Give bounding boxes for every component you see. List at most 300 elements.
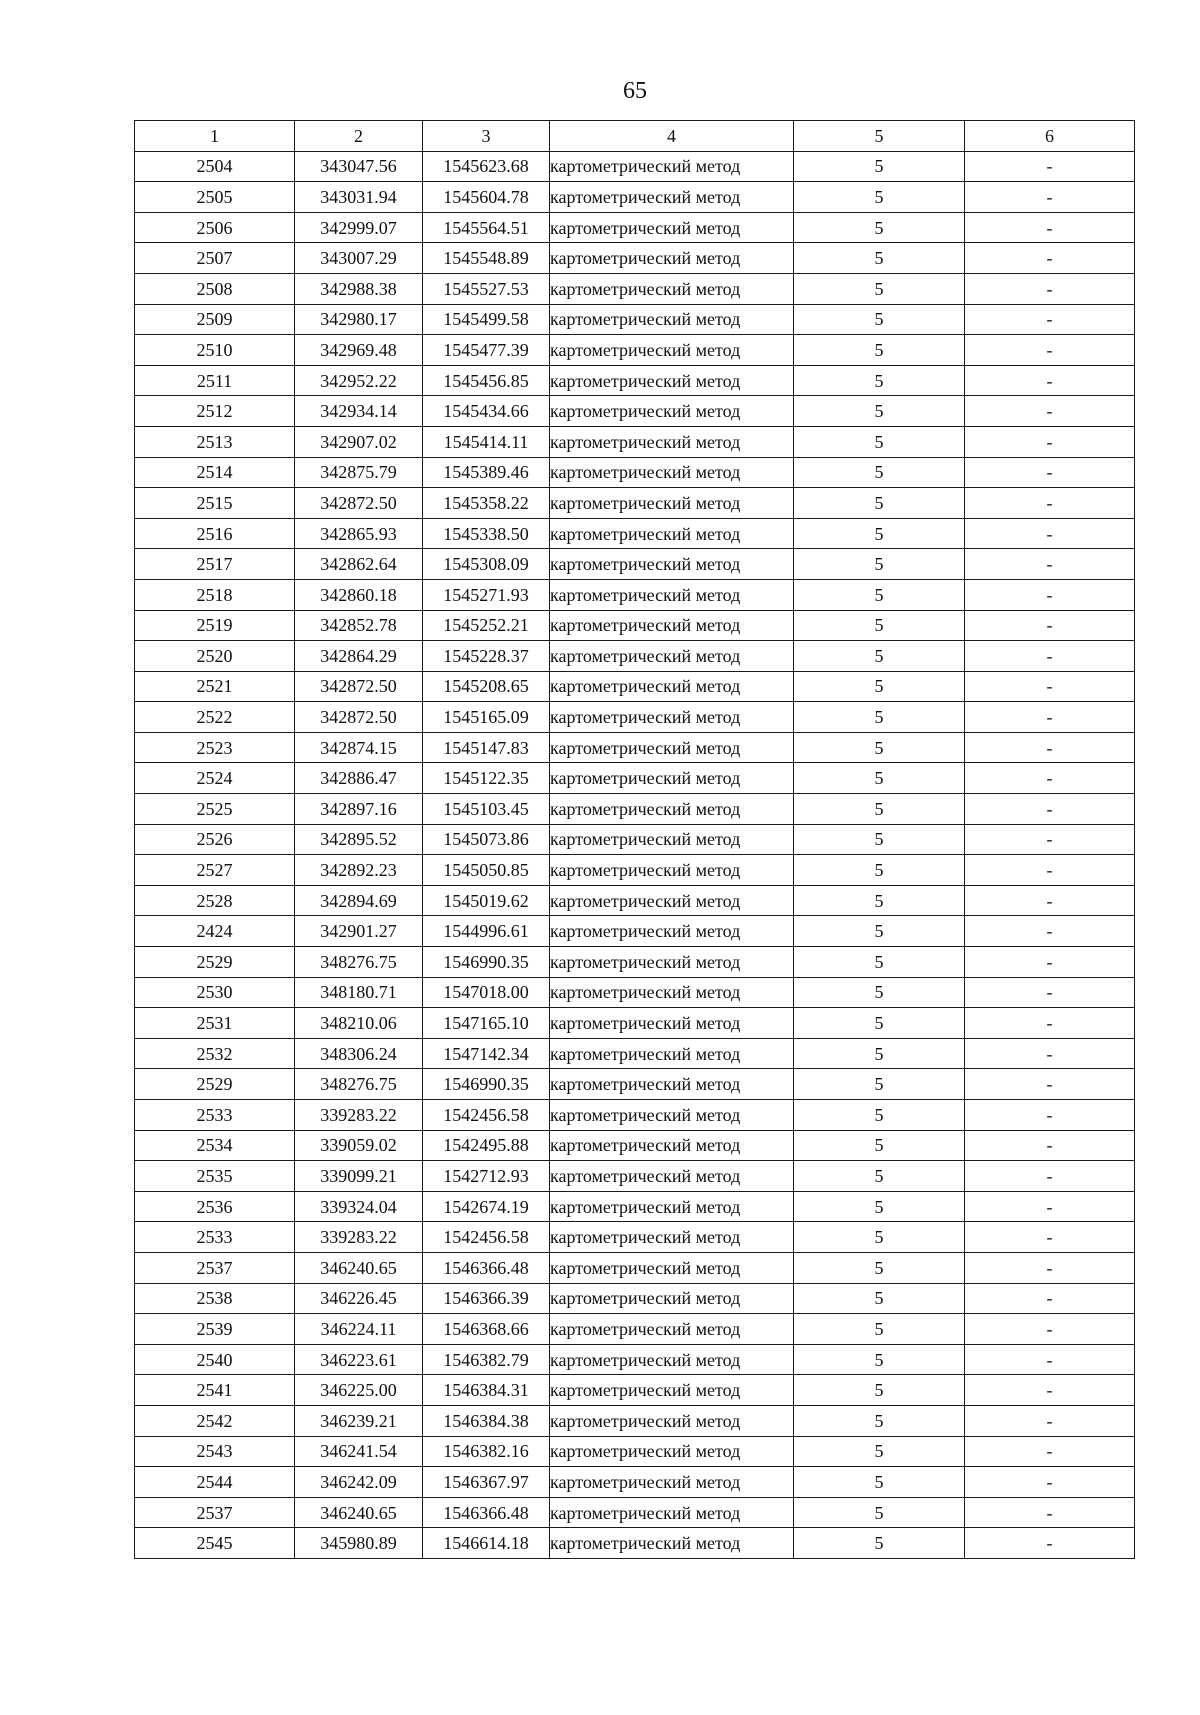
point-number-cell: 2525 <box>135 794 295 825</box>
point-number-cell: 2545 <box>135 1528 295 1559</box>
table-row <box>135 1467 1135 1498</box>
y-coordinate-cell: 1546366.39 <box>423 1283 550 1314</box>
point-number-cell: 2526 <box>135 824 295 855</box>
x-coordinate-cell: 339059.02 <box>295 1130 423 1161</box>
method-cell: картометрический метод <box>550 1008 794 1039</box>
accuracy-cell: 5 <box>794 1008 965 1039</box>
accuracy-cell: 5 <box>794 426 965 457</box>
x-coordinate-cell: 342952.22 <box>295 365 423 396</box>
x-coordinate-cell: 342860.18 <box>295 579 423 610</box>
x-coordinate-cell: 346224.11 <box>295 1314 423 1345</box>
table-row <box>135 1191 1135 1222</box>
method-cell: картометрический метод <box>550 1344 794 1375</box>
point-number-cell: 2520 <box>135 641 295 672</box>
method-cell: картометрический метод <box>550 1038 794 1069</box>
x-coordinate-cell: 342892.23 <box>295 855 423 886</box>
x-coordinate-cell: 342907.02 <box>295 426 423 457</box>
note-cell: - <box>965 1100 1135 1131</box>
table-row <box>135 1314 1135 1345</box>
table-row <box>135 977 1135 1008</box>
accuracy-cell: 5 <box>794 273 965 304</box>
method-cell: картометрический метод <box>550 335 794 366</box>
table-row <box>135 702 1135 733</box>
column-header-2: 2 <box>295 121 423 152</box>
accuracy-cell: 5 <box>794 1314 965 1345</box>
point-number-cell: 2535 <box>135 1161 295 1192</box>
table-row <box>135 212 1135 243</box>
method-cell: картометрический метод <box>550 1314 794 1345</box>
y-coordinate-cell: 1546366.48 <box>423 1497 550 1528</box>
method-cell: картометрический метод <box>550 732 794 763</box>
accuracy-cell: 5 <box>794 1191 965 1222</box>
note-cell: - <box>965 794 1135 825</box>
x-coordinate-cell: 343007.29 <box>295 243 423 274</box>
table-row <box>135 855 1135 886</box>
method-cell: картометрический метод <box>550 763 794 794</box>
y-coordinate-cell: 1545358.22 <box>423 488 550 519</box>
note-cell: - <box>965 365 1135 396</box>
column-header-5: 5 <box>794 121 965 152</box>
y-coordinate-cell: 1545527.53 <box>423 273 550 304</box>
note-cell: - <box>965 1161 1135 1192</box>
table-row <box>135 1528 1135 1559</box>
table-row <box>135 549 1135 580</box>
y-coordinate-cell: 1546990.35 <box>423 947 550 978</box>
x-coordinate-cell: 342864.29 <box>295 641 423 672</box>
y-coordinate-cell: 1545165.09 <box>423 702 550 733</box>
point-number-cell: 2512 <box>135 396 295 427</box>
table-row <box>135 396 1135 427</box>
note-cell: - <box>965 182 1135 213</box>
accuracy-cell: 5 <box>794 1344 965 1375</box>
method-cell: картометрический метод <box>550 243 794 274</box>
x-coordinate-cell: 346241.54 <box>295 1436 423 1467</box>
x-coordinate-cell: 342895.52 <box>295 824 423 855</box>
accuracy-cell: 5 <box>794 1283 965 1314</box>
table-row <box>135 1130 1135 1161</box>
accuracy-cell: 5 <box>794 579 965 610</box>
method-cell: картометрический метод <box>550 1191 794 1222</box>
point-number-cell: 2516 <box>135 518 295 549</box>
table-row <box>135 1161 1135 1192</box>
point-number-cell: 2505 <box>135 182 295 213</box>
x-coordinate-cell: 346225.00 <box>295 1375 423 1406</box>
x-coordinate-cell: 342901.27 <box>295 916 423 947</box>
point-number-cell: 2533 <box>135 1100 295 1131</box>
note-cell: - <box>965 763 1135 794</box>
point-number-cell: 2510 <box>135 335 295 366</box>
y-coordinate-cell: 1546367.97 <box>423 1467 550 1498</box>
table-row <box>135 1344 1135 1375</box>
note-cell: - <box>965 1314 1135 1345</box>
column-header-4: 4 <box>550 121 794 152</box>
method-cell: картометрический метод <box>550 426 794 457</box>
y-coordinate-cell: 1547142.34 <box>423 1038 550 1069</box>
accuracy-cell: 5 <box>794 916 965 947</box>
accuracy-cell: 5 <box>794 151 965 182</box>
x-coordinate-cell: 342874.15 <box>295 732 423 763</box>
accuracy-cell: 5 <box>794 1222 965 1253</box>
y-coordinate-cell: 1545456.85 <box>423 365 550 396</box>
x-coordinate-cell: 348210.06 <box>295 1008 423 1039</box>
point-number-cell: 2539 <box>135 1314 295 1345</box>
method-cell: картометрический метод <box>550 1130 794 1161</box>
method-cell: картометрический метод <box>550 824 794 855</box>
method-cell: картометрический метод <box>550 1252 794 1283</box>
y-coordinate-cell: 1545564.51 <box>423 212 550 243</box>
accuracy-cell: 5 <box>794 1069 965 1100</box>
accuracy-cell: 5 <box>794 1528 965 1559</box>
y-coordinate-cell: 1546384.31 <box>423 1375 550 1406</box>
note-cell: - <box>965 671 1135 702</box>
note-cell: - <box>965 855 1135 886</box>
accuracy-cell: 5 <box>794 702 965 733</box>
point-number-cell: 2540 <box>135 1344 295 1375</box>
accuracy-cell: 5 <box>794 855 965 886</box>
note-cell: - <box>965 518 1135 549</box>
x-coordinate-cell: 342999.07 <box>295 212 423 243</box>
column-header-6: 6 <box>965 121 1135 152</box>
x-coordinate-cell: 342934.14 <box>295 396 423 427</box>
table-row <box>135 1283 1135 1314</box>
point-number-cell: 2507 <box>135 243 295 274</box>
method-cell: картометрический метод <box>550 1100 794 1131</box>
point-number-cell: 2530 <box>135 977 295 1008</box>
table-row <box>135 763 1135 794</box>
x-coordinate-cell: 342875.79 <box>295 457 423 488</box>
note-cell: - <box>965 396 1135 427</box>
method-cell: картометрический метод <box>550 273 794 304</box>
point-number-cell: 2537 <box>135 1252 295 1283</box>
note-cell: - <box>965 457 1135 488</box>
x-coordinate-cell: 346240.65 <box>295 1252 423 1283</box>
accuracy-cell: 5 <box>794 1375 965 1406</box>
point-number-cell: 2424 <box>135 916 295 947</box>
note-cell: - <box>965 1130 1135 1161</box>
note-cell: - <box>965 1191 1135 1222</box>
table-row <box>135 518 1135 549</box>
note-cell: - <box>965 641 1135 672</box>
method-cell: картометрический метод <box>550 1283 794 1314</box>
point-number-cell: 2528 <box>135 885 295 916</box>
y-coordinate-cell: 1546990.35 <box>423 1069 550 1100</box>
x-coordinate-cell: 342862.64 <box>295 549 423 580</box>
method-cell: картометрический метод <box>550 365 794 396</box>
point-number-cell: 2506 <box>135 212 295 243</box>
method-cell: картометрический метод <box>550 1467 794 1498</box>
y-coordinate-cell: 1546368.66 <box>423 1314 550 1345</box>
x-coordinate-cell: 342872.50 <box>295 702 423 733</box>
accuracy-cell: 5 <box>794 1038 965 1069</box>
table-row <box>135 732 1135 763</box>
point-number-cell: 2518 <box>135 579 295 610</box>
note-cell: - <box>965 1038 1135 1069</box>
x-coordinate-cell: 339324.04 <box>295 1191 423 1222</box>
point-number-cell: 2529 <box>135 947 295 978</box>
table-row <box>135 1222 1135 1253</box>
table-row <box>135 1252 1135 1283</box>
y-coordinate-cell: 1545308.09 <box>423 549 550 580</box>
y-coordinate-cell: 1545019.62 <box>423 885 550 916</box>
note-cell: - <box>965 1069 1135 1100</box>
x-coordinate-cell: 345980.89 <box>295 1528 423 1559</box>
note-cell: - <box>965 426 1135 457</box>
y-coordinate-cell: 1542495.88 <box>423 1130 550 1161</box>
y-coordinate-cell: 1542456.58 <box>423 1222 550 1253</box>
y-coordinate-cell: 1545623.68 <box>423 151 550 182</box>
table-row <box>135 1436 1135 1467</box>
note-cell: - <box>965 488 1135 519</box>
point-number-cell: 2514 <box>135 457 295 488</box>
note-cell: - <box>965 151 1135 182</box>
x-coordinate-cell: 346240.65 <box>295 1497 423 1528</box>
y-coordinate-cell: 1546366.48 <box>423 1252 550 1283</box>
table-row <box>135 151 1135 182</box>
table-row <box>135 426 1135 457</box>
accuracy-cell: 5 <box>794 1161 965 1192</box>
accuracy-cell: 5 <box>794 182 965 213</box>
table-row <box>135 610 1135 641</box>
x-coordinate-cell: 348276.75 <box>295 947 423 978</box>
note-cell: - <box>965 947 1135 978</box>
method-cell: картометрический метод <box>550 151 794 182</box>
note-cell: - <box>965 243 1135 274</box>
column-header-3: 3 <box>423 121 550 152</box>
y-coordinate-cell: 1545477.39 <box>423 335 550 366</box>
accuracy-cell: 5 <box>794 243 965 274</box>
point-number-cell: 2534 <box>135 1130 295 1161</box>
column-header-1: 1 <box>135 121 295 152</box>
y-coordinate-cell: 1545434.66 <box>423 396 550 427</box>
note-cell: - <box>965 977 1135 1008</box>
point-number-cell: 2508 <box>135 273 295 304</box>
table-row <box>135 671 1135 702</box>
x-coordinate-cell: 342865.93 <box>295 518 423 549</box>
accuracy-cell: 5 <box>794 365 965 396</box>
point-number-cell: 2533 <box>135 1222 295 1253</box>
method-cell: картометрический метод <box>550 1436 794 1467</box>
y-coordinate-cell: 1545414.11 <box>423 426 550 457</box>
method-cell: картометрический метод <box>550 579 794 610</box>
table-row <box>135 243 1135 274</box>
x-coordinate-cell: 342872.50 <box>295 488 423 519</box>
note-cell: - <box>965 579 1135 610</box>
method-cell: картометрический метод <box>550 885 794 916</box>
x-coordinate-cell: 348306.24 <box>295 1038 423 1069</box>
method-cell: картометрический метод <box>550 1497 794 1528</box>
accuracy-cell: 5 <box>794 212 965 243</box>
table-row <box>135 1375 1135 1406</box>
y-coordinate-cell: 1545103.45 <box>423 794 550 825</box>
note-cell: - <box>965 1467 1135 1498</box>
point-number-cell: 2522 <box>135 702 295 733</box>
point-number-cell: 2504 <box>135 151 295 182</box>
accuracy-cell: 5 <box>794 1130 965 1161</box>
y-coordinate-cell: 1545208.65 <box>423 671 550 702</box>
note-cell: - <box>965 1283 1135 1314</box>
method-cell: картометрический метод <box>550 457 794 488</box>
accuracy-cell: 5 <box>794 977 965 1008</box>
point-number-cell: 2519 <box>135 610 295 641</box>
point-number-cell: 2544 <box>135 1467 295 1498</box>
x-coordinate-cell: 348180.71 <box>295 977 423 1008</box>
x-coordinate-cell: 342852.78 <box>295 610 423 641</box>
table-row <box>135 335 1135 366</box>
y-coordinate-cell: 1545122.35 <box>423 763 550 794</box>
table-row <box>135 1038 1135 1069</box>
accuracy-cell: 5 <box>794 794 965 825</box>
x-coordinate-cell: 342886.47 <box>295 763 423 794</box>
table-row <box>135 885 1135 916</box>
table-row <box>135 488 1135 519</box>
y-coordinate-cell: 1542674.19 <box>423 1191 550 1222</box>
table-row <box>135 794 1135 825</box>
table-body <box>135 151 1135 1558</box>
method-cell: картометрический метод <box>550 641 794 672</box>
point-number-cell: 2541 <box>135 1375 295 1406</box>
table-row <box>135 1100 1135 1131</box>
y-coordinate-cell: 1546382.79 <box>423 1344 550 1375</box>
x-coordinate-cell: 342894.69 <box>295 885 423 916</box>
x-coordinate-cell: 346226.45 <box>295 1283 423 1314</box>
table-header <box>135 121 1135 152</box>
accuracy-cell: 5 <box>794 1252 965 1283</box>
table-row <box>135 824 1135 855</box>
note-cell: - <box>965 702 1135 733</box>
note-cell: - <box>965 885 1135 916</box>
x-coordinate-cell: 348276.75 <box>295 1069 423 1100</box>
method-cell: картометрический метод <box>550 396 794 427</box>
x-coordinate-cell: 342897.16 <box>295 794 423 825</box>
method-cell: картометрический метод <box>550 212 794 243</box>
method-cell: картометрический метод <box>550 518 794 549</box>
table-row <box>135 916 1135 947</box>
method-cell: картометрический метод <box>550 1375 794 1406</box>
y-coordinate-cell: 1545050.85 <box>423 855 550 886</box>
point-number-cell: 2523 <box>135 732 295 763</box>
method-cell: картометрический метод <box>550 1161 794 1192</box>
method-cell: картометрический метод <box>550 304 794 335</box>
note-cell: - <box>965 273 1135 304</box>
method-cell: картометрический метод <box>550 549 794 580</box>
table-row <box>135 1405 1135 1436</box>
y-coordinate-cell: 1544996.61 <box>423 916 550 947</box>
method-cell: картометрический метод <box>550 855 794 886</box>
accuracy-cell: 5 <box>794 1405 965 1436</box>
accuracy-cell: 5 <box>794 641 965 672</box>
page-number: 65 <box>623 78 647 104</box>
accuracy-cell: 5 <box>794 304 965 335</box>
y-coordinate-cell: 1545228.37 <box>423 641 550 672</box>
accuracy-cell: 5 <box>794 824 965 855</box>
accuracy-cell: 5 <box>794 885 965 916</box>
note-cell: - <box>965 1405 1135 1436</box>
table-row <box>135 365 1135 396</box>
coordinates-table <box>134 120 1135 1559</box>
note-cell: - <box>965 1528 1135 1559</box>
y-coordinate-cell: 1545073.86 <box>423 824 550 855</box>
method-cell: картометрический метод <box>550 182 794 213</box>
y-coordinate-cell: 1545499.58 <box>423 304 550 335</box>
note-cell: - <box>965 1222 1135 1253</box>
note-cell: - <box>965 732 1135 763</box>
x-coordinate-cell: 346242.09 <box>295 1467 423 1498</box>
note-cell: - <box>965 916 1135 947</box>
x-coordinate-cell: 339099.21 <box>295 1161 423 1192</box>
point-number-cell: 2537 <box>135 1497 295 1528</box>
accuracy-cell: 5 <box>794 518 965 549</box>
y-coordinate-cell: 1546384.38 <box>423 1405 550 1436</box>
note-cell: - <box>965 335 1135 366</box>
point-number-cell: 2513 <box>135 426 295 457</box>
method-cell: картометрический метод <box>550 947 794 978</box>
table-row <box>135 182 1135 213</box>
x-coordinate-cell: 339283.22 <box>295 1100 423 1131</box>
accuracy-cell: 5 <box>794 1497 965 1528</box>
table-row <box>135 273 1135 304</box>
x-coordinate-cell: 342872.50 <box>295 671 423 702</box>
note-cell: - <box>965 1436 1135 1467</box>
method-cell: картометрический метод <box>550 1405 794 1436</box>
x-coordinate-cell: 343047.56 <box>295 151 423 182</box>
accuracy-cell: 5 <box>794 1436 965 1467</box>
accuracy-cell: 5 <box>794 947 965 978</box>
point-number-cell: 2536 <box>135 1191 295 1222</box>
y-coordinate-cell: 1546382.16 <box>423 1436 550 1467</box>
y-coordinate-cell: 1547018.00 <box>423 977 550 1008</box>
y-coordinate-cell: 1545338.50 <box>423 518 550 549</box>
accuracy-cell: 5 <box>794 671 965 702</box>
note-cell: - <box>965 1008 1135 1039</box>
method-cell: картометрический метод <box>550 916 794 947</box>
y-coordinate-cell: 1545548.89 <box>423 243 550 274</box>
point-number-cell: 2511 <box>135 365 295 396</box>
y-coordinate-cell: 1547165.10 <box>423 1008 550 1039</box>
method-cell: картометрический метод <box>550 1528 794 1559</box>
table-row <box>135 1069 1135 1100</box>
x-coordinate-cell: 343031.94 <box>295 182 423 213</box>
note-cell: - <box>965 1252 1135 1283</box>
note-cell: - <box>965 1375 1135 1406</box>
y-coordinate-cell: 1542712.93 <box>423 1161 550 1192</box>
point-number-cell: 2524 <box>135 763 295 794</box>
point-number-cell: 2527 <box>135 855 295 886</box>
accuracy-cell: 5 <box>794 396 965 427</box>
point-number-cell: 2521 <box>135 671 295 702</box>
y-coordinate-cell: 1542456.58 <box>423 1100 550 1131</box>
accuracy-cell: 5 <box>794 549 965 580</box>
point-number-cell: 2542 <box>135 1405 295 1436</box>
note-cell: - <box>965 1497 1135 1528</box>
y-coordinate-cell: 1545604.78 <box>423 182 550 213</box>
table-row <box>135 947 1135 978</box>
method-cell: картометрический метод <box>550 671 794 702</box>
note-cell: - <box>965 549 1135 580</box>
accuracy-cell: 5 <box>794 488 965 519</box>
header-row <box>135 121 1135 152</box>
method-cell: картометрический метод <box>550 488 794 519</box>
y-coordinate-cell: 1545389.46 <box>423 457 550 488</box>
point-number-cell: 2538 <box>135 1283 295 1314</box>
x-coordinate-cell: 339283.22 <box>295 1222 423 1253</box>
accuracy-cell: 5 <box>794 1100 965 1131</box>
x-coordinate-cell: 342980.17 <box>295 304 423 335</box>
accuracy-cell: 5 <box>794 610 965 641</box>
method-cell: картометрический метод <box>550 702 794 733</box>
accuracy-cell: 5 <box>794 763 965 794</box>
note-cell: - <box>965 824 1135 855</box>
accuracy-cell: 5 <box>794 1467 965 1498</box>
